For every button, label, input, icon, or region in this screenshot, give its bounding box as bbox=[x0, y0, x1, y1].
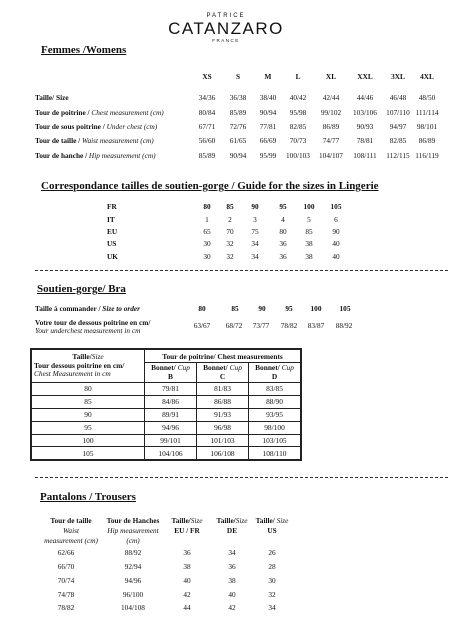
cell: 77/81 bbox=[259, 122, 277, 131]
column-header-sub: DE bbox=[226, 526, 238, 535]
brand-logo: CATANZARO bbox=[168, 19, 284, 38]
column-header bbox=[162, 517, 212, 525]
table-cell: 100 bbox=[32, 434, 145, 447]
cup-italic: Cup bbox=[177, 363, 190, 372]
size-header: XL bbox=[325, 72, 337, 81]
cup-bold: Bonnet/ bbox=[203, 363, 228, 372]
cell: 26 bbox=[268, 548, 276, 557]
row-label bbox=[35, 152, 156, 160]
chest-header: Tour de poitrine/ Chest measurements bbox=[145, 350, 301, 363]
column-header-italic: (cm) bbox=[126, 536, 140, 545]
cell: 86/89 bbox=[322, 122, 340, 131]
cell: 34 bbox=[228, 548, 236, 557]
cell: 4 bbox=[281, 215, 285, 224]
table-cell: 89/91 bbox=[145, 408, 197, 421]
col-italic: Size bbox=[235, 516, 248, 525]
row-label bbox=[35, 137, 154, 145]
underchest-range: 63/67 bbox=[193, 321, 211, 330]
lingerie-system: FR bbox=[107, 202, 117, 211]
cup-bold: Bonnet/ bbox=[151, 363, 176, 372]
table-cell: 98/100 bbox=[249, 421, 301, 434]
cup-header bbox=[197, 363, 249, 383]
cell: 56/60 bbox=[198, 136, 216, 145]
cell: 95/99 bbox=[259, 151, 277, 160]
table-cell: 84/86 bbox=[145, 395, 197, 408]
table-row bbox=[32, 434, 301, 447]
table-cell: 79/81 bbox=[145, 383, 197, 396]
cell: 48/50 bbox=[418, 93, 436, 102]
cell: 44/46 bbox=[356, 93, 374, 102]
size-header: S bbox=[235, 72, 241, 81]
table-cell: 104/106 bbox=[145, 447, 197, 460]
cup-letter: C bbox=[219, 371, 226, 381]
cell: 5 bbox=[307, 215, 311, 224]
row-label-italic: Under chest (cm) bbox=[104, 122, 158, 131]
brand-sub: FRANCE bbox=[212, 38, 240, 43]
cell: 90/94 bbox=[259, 108, 277, 117]
cell: 96/100 bbox=[122, 590, 144, 599]
cell: 90/94 bbox=[229, 151, 247, 160]
cell: 99/102 bbox=[320, 108, 342, 117]
row-label-italic: Waist measurement (cm) bbox=[80, 136, 154, 145]
table-cell: 103/105 bbox=[249, 434, 301, 447]
size-header: XXL bbox=[357, 72, 373, 81]
column-header: Tour de Hanches bbox=[106, 516, 160, 525]
cell: 80 bbox=[203, 202, 211, 211]
cell: 30 bbox=[268, 576, 276, 585]
cell: 34 bbox=[268, 603, 276, 612]
table-row bbox=[32, 383, 301, 396]
cell: 40 bbox=[332, 252, 340, 261]
cell: 32 bbox=[226, 252, 234, 261]
table-cell: 88/90 bbox=[249, 395, 301, 408]
cell: 90 bbox=[251, 202, 259, 211]
cell: 111/114 bbox=[415, 108, 439, 117]
table-row bbox=[32, 408, 301, 421]
cell: 38 bbox=[305, 239, 313, 248]
col-bold: Taille/ bbox=[171, 516, 191, 525]
col-italic: Size bbox=[274, 516, 289, 525]
cell: 1 bbox=[205, 215, 209, 224]
size-header: XS bbox=[202, 72, 212, 81]
cell: 104/107 bbox=[319, 151, 343, 160]
cell: 70/74 bbox=[57, 576, 75, 585]
cell: 34 bbox=[251, 239, 259, 248]
divider-2 bbox=[35, 477, 448, 478]
cell: 95 bbox=[279, 202, 287, 211]
cell: 2 bbox=[228, 215, 232, 224]
cell: 74/78 bbox=[57, 590, 75, 599]
lingerie-system: US bbox=[107, 239, 117, 248]
cell: 36 bbox=[228, 562, 236, 571]
cell: 32 bbox=[226, 239, 234, 248]
cell: 74/77 bbox=[322, 136, 340, 145]
cell: 36 bbox=[279, 252, 287, 261]
column-header: Tour de taille bbox=[50, 516, 92, 525]
table-cell: 83/85 bbox=[249, 383, 301, 396]
cell: 104/108 bbox=[121, 603, 145, 612]
women-title: Femmes /Womens bbox=[41, 44, 127, 56]
cell: 86/89 bbox=[418, 136, 436, 145]
size-header: L bbox=[295, 72, 301, 81]
cell: 28 bbox=[268, 562, 276, 571]
col-bold: Taille/ bbox=[255, 516, 275, 525]
cell: 105 bbox=[330, 202, 342, 211]
cell: 40 bbox=[332, 239, 340, 248]
column-header-italic: Waist bbox=[63, 526, 79, 535]
cell: 80/84 bbox=[198, 108, 216, 117]
order-size-label: Taille à commander / Size to order bbox=[35, 304, 140, 313]
table-cell: 90 bbox=[32, 408, 145, 421]
cell: 85 bbox=[305, 227, 313, 236]
column-header-sub: US bbox=[267, 526, 277, 535]
cell: 38 bbox=[305, 252, 313, 261]
cell: 42 bbox=[183, 590, 191, 599]
column-header-italic: measurement (cm) bbox=[44, 536, 98, 545]
cell: 42/44 bbox=[322, 93, 340, 102]
cup-italic: Cup bbox=[229, 363, 242, 372]
cell: 82/85 bbox=[389, 136, 407, 145]
table-cell: 101/103 bbox=[197, 434, 249, 447]
cell: 36 bbox=[183, 548, 191, 557]
cell: 95/98 bbox=[289, 108, 307, 117]
size-italic: Size bbox=[91, 351, 104, 361]
lingerie-system: IT bbox=[107, 215, 115, 224]
table-cell: 91/93 bbox=[197, 408, 249, 421]
cell: 70/73 bbox=[289, 136, 307, 145]
cell: 46/48 bbox=[389, 93, 407, 102]
cell: 94/97 bbox=[389, 122, 407, 131]
cup-bold: Bonnet/ bbox=[255, 363, 280, 372]
cell: 40 bbox=[183, 576, 191, 585]
cell: 88/92 bbox=[124, 548, 142, 557]
table-cell: 86/88 bbox=[197, 395, 249, 408]
order-size: 95 bbox=[285, 304, 293, 313]
table-cell: 95 bbox=[32, 421, 145, 434]
cell: 65 bbox=[203, 227, 211, 236]
cell: 103/106 bbox=[353, 108, 377, 117]
bra-size-header bbox=[32, 350, 145, 383]
underchest-range: 78/82 bbox=[280, 321, 298, 330]
divider bbox=[35, 270, 448, 271]
cell: 34/36 bbox=[198, 93, 216, 102]
size-header: 4XL bbox=[420, 72, 434, 81]
underchest-header-italic: Chest Measurement in cm bbox=[34, 369, 111, 379]
cell: 92/94 bbox=[124, 562, 142, 571]
cell: 40 bbox=[228, 590, 236, 599]
cell: 80 bbox=[279, 227, 287, 236]
row-label-bold: Tour de hanche / bbox=[35, 151, 88, 160]
cell: 38 bbox=[183, 562, 191, 571]
row-label-bold: Tour de taille / bbox=[35, 136, 81, 145]
cup-letter: B bbox=[168, 371, 173, 381]
cell: 107/110 bbox=[386, 108, 410, 117]
underchest-range: 83/87 bbox=[307, 321, 325, 330]
column-header-sub: EU / FR bbox=[174, 526, 200, 535]
order-size: 80 bbox=[198, 304, 206, 313]
bra-table bbox=[31, 349, 301, 460]
cell: 61/65 bbox=[229, 136, 247, 145]
order-size: 100 bbox=[310, 304, 322, 313]
cell: 100/103 bbox=[286, 151, 310, 160]
cell: 70 bbox=[226, 227, 234, 236]
cell: 30 bbox=[203, 252, 211, 261]
cell: 66/69 bbox=[259, 136, 277, 145]
row-label bbox=[35, 123, 157, 131]
row-label-bold: Taille/ Size bbox=[35, 93, 69, 102]
table-cell: 99/101 bbox=[145, 434, 197, 447]
underchest-label: Votre tour de dessous poitrine en cm/ Your underchest measurement in cm bbox=[35, 318, 151, 336]
cell: 78/82 bbox=[57, 603, 75, 612]
cell: 34 bbox=[251, 252, 259, 261]
cell: 44 bbox=[183, 603, 191, 612]
trousers-title: Pantalons / Trousers bbox=[40, 491, 136, 503]
size-bold: Taille/ bbox=[72, 351, 92, 361]
lingerie-system: UK bbox=[107, 252, 118, 261]
table-cell: 105 bbox=[32, 447, 145, 460]
cell: 40/42 bbox=[289, 93, 307, 102]
cell: 90/93 bbox=[356, 122, 374, 131]
underchest-range: 68/72 bbox=[225, 321, 243, 330]
cup-italic: Cup bbox=[281, 363, 294, 372]
cup-letter: D bbox=[271, 371, 278, 381]
cell: 98/101 bbox=[416, 122, 438, 131]
cell: 85 bbox=[226, 202, 234, 211]
row-label bbox=[35, 94, 69, 102]
cell: 38 bbox=[228, 576, 236, 585]
cup-header bbox=[145, 363, 197, 383]
cell: 108/111 bbox=[353, 151, 377, 160]
row-label-bold: Tour de sous poitrine / bbox=[35, 122, 105, 131]
col-italic: Size bbox=[190, 516, 203, 525]
size-header: 3XL bbox=[391, 72, 405, 81]
table-cell: 106/108 bbox=[197, 447, 249, 460]
cell: 42 bbox=[228, 603, 236, 612]
table-cell: 96/98 bbox=[197, 421, 249, 434]
bra-title: Soutien-gorge/ Bra bbox=[37, 283, 126, 295]
table-cell: 93/95 bbox=[249, 408, 301, 421]
cell: 100 bbox=[303, 202, 315, 211]
column-header bbox=[247, 517, 297, 525]
cell: 32 bbox=[268, 590, 276, 599]
underchest-range: 88/92 bbox=[335, 321, 353, 330]
size-header: M bbox=[264, 72, 272, 81]
cup-header bbox=[249, 363, 301, 383]
table-cell: 80 bbox=[32, 383, 145, 396]
table-row bbox=[32, 395, 301, 408]
cell: 75 bbox=[251, 227, 259, 236]
table-cell: 94/96 bbox=[145, 421, 197, 434]
row-label bbox=[35, 109, 164, 117]
cell: 3 bbox=[253, 215, 257, 224]
row-label-bold: Tour de poitrine / bbox=[35, 108, 90, 117]
cell: 72/76 bbox=[229, 122, 247, 131]
cell: 85/89 bbox=[229, 108, 247, 117]
cell: 36/38 bbox=[229, 93, 247, 102]
cell: 112/115 bbox=[386, 151, 410, 160]
cell: 116/119 bbox=[415, 151, 439, 160]
column-header-italic: Hip measurement bbox=[107, 526, 159, 535]
cell: 6 bbox=[334, 215, 338, 224]
cell: 94/96 bbox=[124, 576, 142, 585]
cell: 30 bbox=[203, 239, 211, 248]
row-label-italic: Chest measurement (cm) bbox=[89, 108, 164, 117]
table-row bbox=[32, 421, 301, 434]
table-row bbox=[32, 447, 301, 460]
cell: 62/66 bbox=[57, 548, 75, 557]
lingerie-title: Correspondance tailles de soutien-gorge / Guide for the sizes in Lingerie bbox=[41, 180, 379, 192]
table-cell: 108/110 bbox=[249, 447, 301, 460]
underchest-range: 73/77 bbox=[252, 321, 270, 330]
cell: 36 bbox=[279, 239, 287, 248]
brand-top: PATRICE bbox=[206, 13, 246, 19]
cell: 90 bbox=[332, 227, 340, 236]
cell: 67/71 bbox=[198, 122, 216, 131]
order-size: 105 bbox=[339, 304, 351, 313]
cell: 66/70 bbox=[57, 562, 75, 571]
table-cell: 81/83 bbox=[197, 383, 249, 396]
cell: 78/81 bbox=[356, 136, 374, 145]
underchest-header: Tour dessous poitrine en cm/ bbox=[34, 360, 125, 370]
lingerie-system: EU bbox=[107, 227, 118, 236]
cell: 38/40 bbox=[259, 93, 277, 102]
col-bold: Taille/ bbox=[216, 516, 236, 525]
order-size: 85 bbox=[231, 304, 239, 313]
order-size: 90 bbox=[258, 304, 266, 313]
cell: 82/85 bbox=[289, 122, 307, 131]
row-label-italic: Hip measurement (cm) bbox=[87, 151, 156, 160]
cell: 85/89 bbox=[198, 151, 216, 160]
table-cell: 85 bbox=[32, 395, 145, 408]
